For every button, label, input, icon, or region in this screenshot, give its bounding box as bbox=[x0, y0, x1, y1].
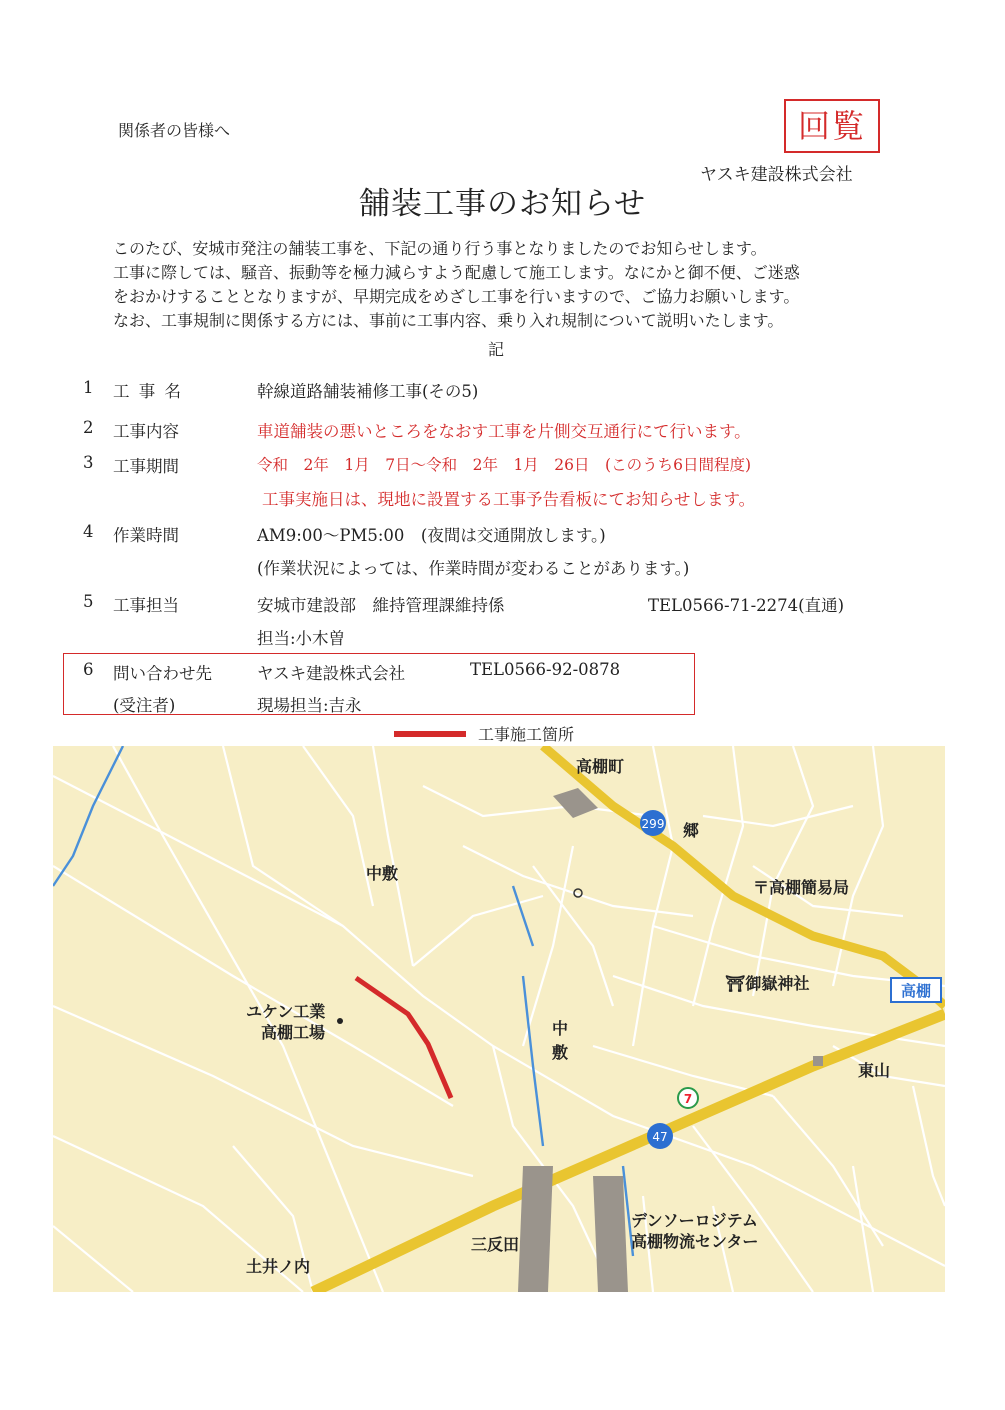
map-label-nakashiki-1: 中敷 bbox=[366, 864, 399, 883]
item-5-label: 工事担当 bbox=[113, 596, 179, 615]
item-1-value: 幹線道路舗装補修工事(その5) bbox=[257, 382, 479, 401]
item-4-value: AM9:00〜PM5:00 (夜間は交通開放します。) bbox=[257, 526, 606, 545]
company-name: ヤスキ建設株式会社 bbox=[700, 165, 853, 185]
route-299-marker bbox=[640, 810, 666, 836]
intro-line-3: をおかけすることとなりますが、早期完成をめざし工事を行いますので、ご協力お願いします。 bbox=[113, 287, 800, 306]
item-3-note: 工事実施日は、現地に設置する工事予告看板にてお知らせします。 bbox=[262, 490, 756, 509]
salutation: 関係者の皆様へ bbox=[118, 121, 231, 140]
map-label-sanbonda: 三反田 bbox=[471, 1235, 520, 1254]
item-6-value: ヤスキ建設株式会社 bbox=[257, 664, 406, 683]
map-label-takatana-cho: 高棚町 bbox=[576, 757, 625, 776]
item-5-tel: TEL0566-71-2274(直通) bbox=[648, 596, 845, 615]
map-label-denso-1: デンソーロジテム bbox=[631, 1211, 758, 1230]
item-1-number: 1 bbox=[83, 378, 94, 397]
item-6-person: 現場担当:吉永 bbox=[257, 696, 362, 715]
route-47-number: 47 bbox=[652, 1130, 668, 1144]
item-1-label: 工 事 名 bbox=[113, 382, 183, 401]
item-6-sublabel: (受注者) bbox=[113, 696, 176, 715]
map-label-go: 郷 bbox=[683, 821, 700, 840]
takatana-sign bbox=[891, 978, 941, 1002]
minor-roads bbox=[53, 746, 945, 1292]
item-4-number: 4 bbox=[83, 522, 94, 541]
item-2-label: 工事内容 bbox=[113, 422, 179, 441]
intro-line-4: なお、工事規制に関係する方には、事前に工事内容、乗り入れ規制について説明いたします。 bbox=[113, 311, 784, 330]
item-5-person: 担当:小木曽 bbox=[257, 629, 346, 648]
circulation-stamp: 回覧 bbox=[784, 99, 880, 153]
legend-red-line bbox=[394, 731, 466, 737]
intro-line-2: 工事に際しては、騒音、振動等を極力減らすよう配慮して施工します。なにかと御不便、ご迷惑 bbox=[113, 263, 800, 282]
item-2-number: 2 bbox=[83, 418, 94, 437]
map-label-post-office: 〒高棚簡易局 bbox=[753, 878, 850, 897]
item-5-value: 安城市建設部 維持管理課維持係 bbox=[257, 596, 505, 615]
route-47-marker bbox=[647, 1123, 673, 1149]
item-4-note: (作業状況によっては、作業時間が変わることがあります。) bbox=[257, 559, 690, 578]
map-label-yuken-1: ユケン工業 bbox=[246, 1002, 326, 1021]
item-3-label: 工事期間 bbox=[113, 457, 179, 476]
intro-line-1: このたび、安城市発注の舗装工事を、下記の通り行う事となりましたのでお知らせします。 bbox=[113, 239, 767, 258]
route-299-number: 299 bbox=[641, 817, 665, 831]
area-map bbox=[53, 746, 945, 1292]
map-label-nakashiki-2a: 中 bbox=[552, 1019, 569, 1038]
ki-heading: 記 bbox=[488, 340, 505, 359]
item-4-label: 作業時間 bbox=[113, 526, 179, 545]
takatana-sign-text: 高棚 bbox=[900, 982, 932, 1000]
map-label-higashiyama: 東山 bbox=[858, 1061, 891, 1080]
item-3-number: 3 bbox=[83, 453, 94, 472]
factory-dot-icon bbox=[337, 1018, 343, 1024]
map-label-denso-2: 高棚物流センター bbox=[631, 1232, 759, 1251]
route-299-road bbox=[543, 746, 945, 1006]
item-6-number: 6 bbox=[83, 660, 94, 679]
item-3-value: 令和 2年 1月 7日〜令和 2年 1月 26日 (このうち6日間程度) bbox=[257, 456, 751, 474]
item-6-tel: TEL0566-92-0878 bbox=[470, 660, 621, 679]
map-label-doinouchi: 土井ノ内 bbox=[246, 1257, 311, 1276]
map-label-nakashiki-2b: 敷 bbox=[552, 1043, 569, 1062]
legend-label: 工事施工箇所 bbox=[478, 725, 575, 744]
construction-section-line bbox=[356, 978, 451, 1098]
item-6-label: 問い合わせ先 bbox=[113, 664, 212, 683]
item-2-value: 車道舗装の悪いところをなおす工事を片側交互通行にて行います。 bbox=[257, 422, 751, 441]
notice-title: 舗装工事のお知らせ bbox=[358, 186, 647, 222]
svg-text:7: 7 bbox=[683, 1092, 693, 1106]
map-label-yuken-2: 高棚工場 bbox=[261, 1023, 326, 1042]
seven-eleven-icon bbox=[678, 1088, 698, 1108]
item-5-number: 5 bbox=[83, 592, 94, 611]
map-label-shrine: ⛩御嶽神社 bbox=[725, 974, 810, 993]
